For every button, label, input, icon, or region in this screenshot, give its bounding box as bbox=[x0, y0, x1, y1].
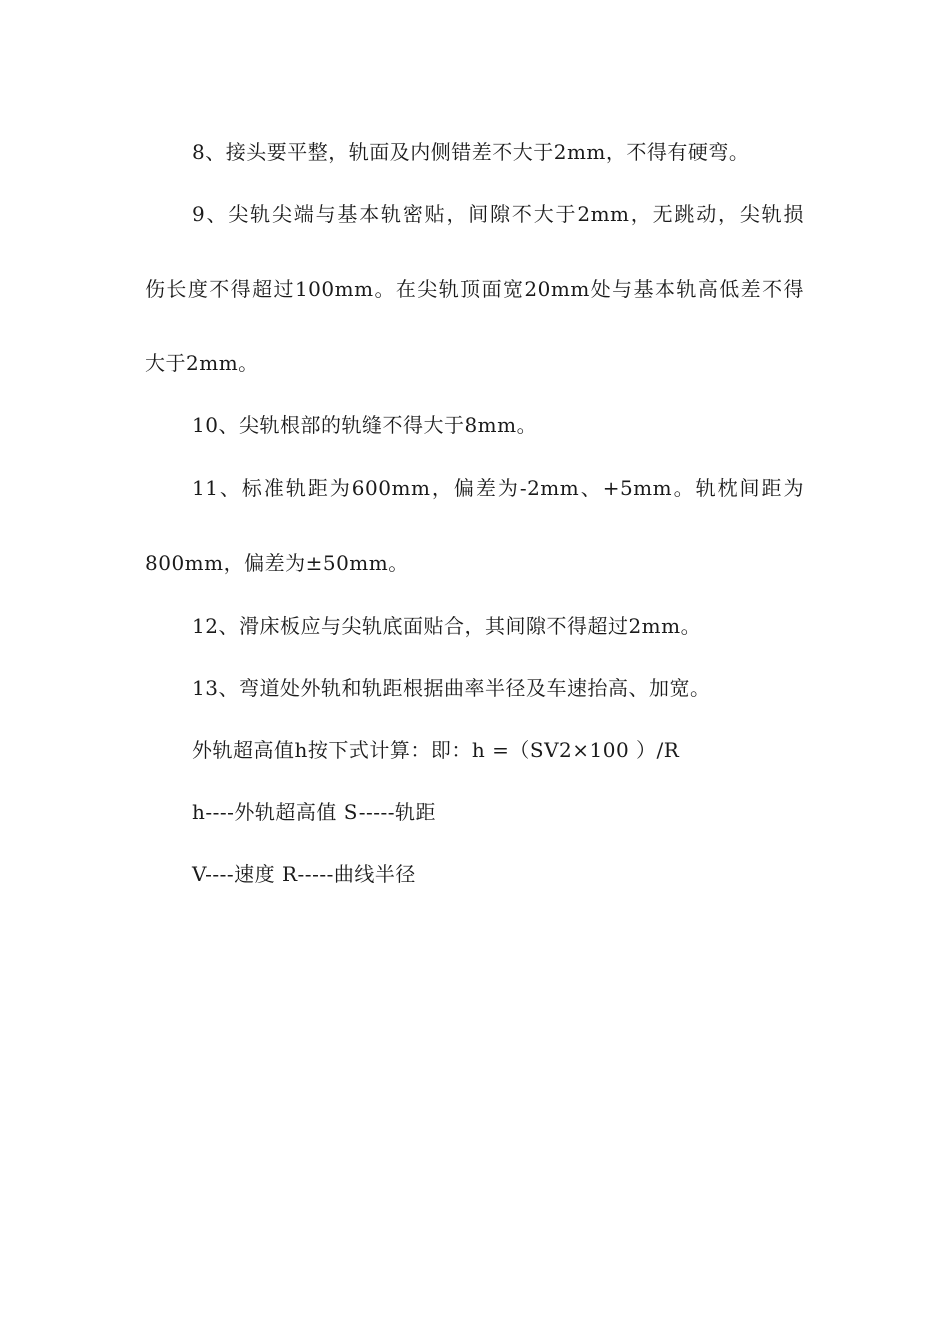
paragraph-12-line-1: 12、滑床板应与尖轨底面贴合，其间隙不得超过2mm。 bbox=[192, 614, 702, 638]
paragraph-10-line-1: 10、尖轨根部的轨缝不得大于8mm。 bbox=[192, 413, 538, 437]
formula-line: 外轨超高值h按下式计算：即：h =（SV2×100 ）/R bbox=[192, 738, 680, 762]
paragraph-9-line-1: 9、尖轨尖端与基本轨密贴，间隙不大于2mm，无跳动，尖轨损 bbox=[192, 202, 804, 226]
legend-line-1: h----外轨超高值 S-----轨距 bbox=[192, 800, 436, 824]
legend-line-2: V----速度 R-----曲线半径 bbox=[192, 862, 416, 886]
paragraph-9-line-2: 伤长度不得超过100mm。在尖轨顶面宽20mm处与基本轨高低差不得 bbox=[145, 277, 804, 301]
paragraph-13-line-1: 13、弯道处外轨和轨距根据曲率半径及车速抬高、加宽。 bbox=[192, 676, 711, 700]
paragraph-11-line-2: 800mm，偏差为±50mm。 bbox=[145, 551, 409, 575]
paragraph-11-line-1: 11、标准轨距为600mm，偏差为-2mm、+5mm。轨枕间距为 bbox=[192, 476, 804, 500]
paragraph-9-line-3: 大于2mm。 bbox=[145, 351, 259, 375]
paragraph-8-line-1: 8、接头要平整，轨面及内侧错差不大于2mm，不得有硬弯。 bbox=[192, 140, 750, 164]
